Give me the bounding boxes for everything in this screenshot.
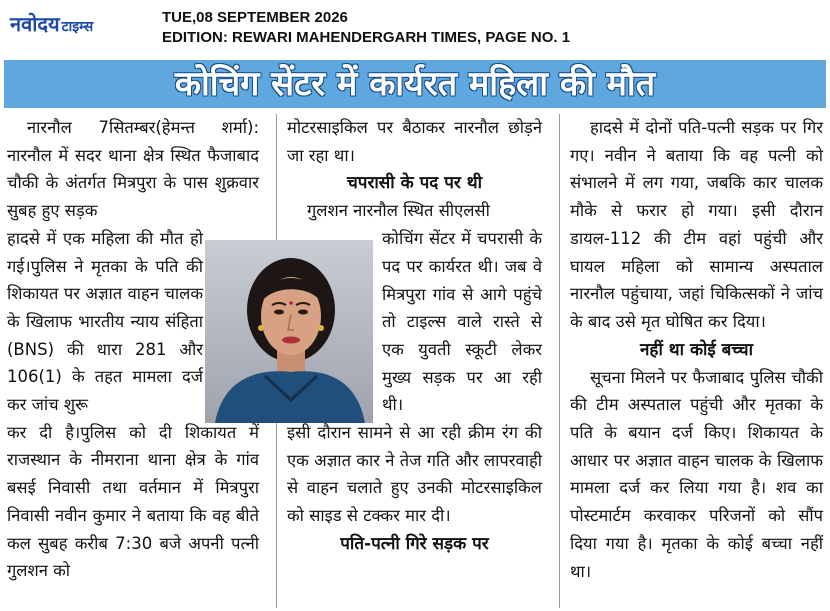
issue-date: TUE,08 SEPTEMBER 2026: [162, 9, 348, 26]
headline-banner: [4, 60, 826, 108]
paragraph: इसी दौरान सामने से आ रही क्रीम रंग की एक अज्ञात कार ने तेज गति और लापरवाही से वाहन चलाते हुए उनकी मोटरसाइकिल को साइड से टक्कर मार दी।: [287, 423, 542, 526]
edition-line: EDITION: REWARI MAHENDERGARH TIMES, PAGE NO. 1: [162, 29, 571, 46]
subheading: नहीं था कोई बच्चा: [639, 339, 753, 360]
paragraph: गुलशन नारनौल स्थित सीएलसी: [307, 201, 490, 221]
subheading: चपरासी के पद पर थी: [347, 173, 482, 194]
newspaper-logo: [10, 10, 93, 37]
edition-info: [162, 8, 570, 48]
paragraph: कर दी है।पुलिस को दी शिकायत में राजस्थान के नीमराना थाना क्षेत्र के गांव बसई निवासी तथा वर्तमान में मित्रपुरा निवासी नवीन कुमार ने बताया कि वह बीते कल सुबह करीब 7:30 बजे अपनी पत्नी गुलशन को: [7, 422, 259, 581]
article-column-2: [287, 114, 542, 558]
paragraph: हादसे में दोनों पति-पत्नी सड़क पर गिर गए। नवीन ने बताया कि वह पत्नी को संभालने में लग गया, जबकि कार चालक मौके से फरार हो गया। इसी दौरान डायल-112 की टीम वहां पहुंची और घायल महिला को सामान्य अस्पताल नारनौल पहुंचाया, जहां चिकित्सकों ने जांच के बाद उसे मृत घोषित कर दिया।: [570, 118, 823, 331]
masthead: [0, 0, 830, 60]
paragraph: सूचना मिलने पर फैजाबाद पुलिस चौकी की टीम अस्पताल पहुंची और मृतका के पति के बयान दर्ज किए। शिकायत के आधार पर अज्ञात वाहन चालक के खिलाफ मामला दर्ज कर लिया गया है। शव का पोस्टमार्टम करवाकर परिजनों को सौंप दिया गया है। मृतका के कोई बच्चा नहीं था।: [570, 367, 823, 581]
paragraph: कोचिंग सेंटर में चपरासी के पद पर कार्यरत थी। जब वे मित्रपुरा गांव से आगे पहुंचे तो टाइल्स वाले रास्ते से एक युवती स्कूटी लेकर मुख्य सड़क पर आ रही थी।: [382, 229, 542, 415]
logo-main-text: नवोदय: [10, 12, 60, 36]
paragraph: हादसे में एक महिला की मौत हो गई।पुलिस ने मृतका के पति की शिकायत पर अज्ञात वाहन चालक के खिलाफ भारतीय न्याय संहिता (BNS) की धारा 281 और 106(1) के तहत मामला दर्ज कर जांच शुरू: [7, 228, 203, 415]
subheading: पति-पत्नी गिरे सड़क पर: [340, 533, 489, 554]
headline: कोचिंग सेंटर में कार्यरत महिला की मौत: [174, 64, 656, 104]
article-column-3: [570, 114, 823, 585]
paragraph: नारनौल 7सितम्बर(हेमन्त शर्मा): नारनौल में सदर थाना क्षेत्र स्थित फैजाबाद चौकी के अंतर्गत मित्रपुरा के पास शुक्रवार सुबह हुए सड़क: [7, 118, 259, 221]
paragraph: मोटरसाइकिल पर बैठाकर नारनौल छोड़ने जा रहा था।: [287, 118, 542, 165]
logo-sub-text: टाइम्स: [61, 19, 94, 35]
column-divider: [559, 114, 560, 608]
